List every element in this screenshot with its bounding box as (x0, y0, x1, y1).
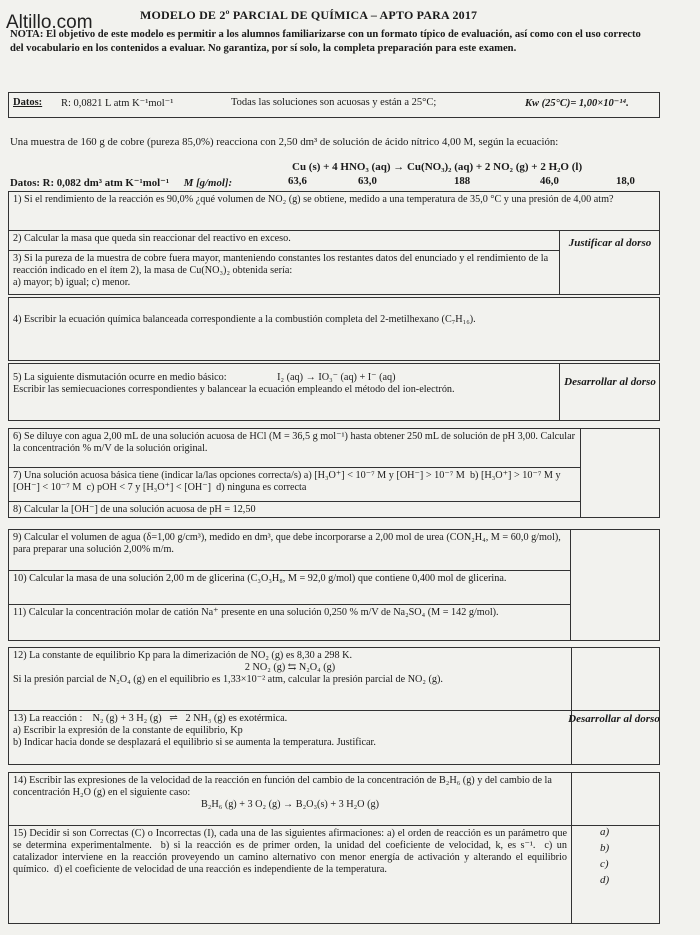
question-9-text: 9) Calcular el volumen de agua (δ=1,00 g/cm³), medido en dm³, que debe incorporarse a 2,00 mol de urea (CON₂H₄, M = 60,0 g/mol), para preparar una solución 2,00% m/m. (13, 532, 564, 555)
question-15-answer-cell (571, 825, 659, 923)
question-2 (9, 230, 559, 250)
question-5-side-cell (559, 364, 659, 420)
molar-mass-cuno3: 188 (454, 175, 471, 187)
justify-back-label: Justificar al dorso (568, 237, 652, 249)
question-3-text: 3) Si la pureza de la muestra de cobre fuera mayor, manteniendo constantes los restantes datos del enunciado y el rendimiento de la reacción indicado en el ítem 2), la masa de Cu(NO₃)₂ obtenida sería: (13, 253, 551, 276)
exam-title: MODELO DE 2º PARCIAL DE QUÍMICA – APTO PARA 2017 (140, 8, 478, 22)
question-13 (9, 710, 571, 766)
questions-12-13-box (8, 647, 660, 765)
general-data-bar (8, 92, 660, 118)
question-10 (9, 570, 571, 604)
question-11 (9, 604, 571, 642)
reaction-equation: Cu (s) + 4 HNO₃ (aq) → Cu(NO₃)₂ (aq) + 2 NO₂ (g) + 2 H₂O (l) (292, 161, 583, 173)
question-1-text: 1) Si el rendimiento de la reacción es 90,0% ¿qué volumen de NO₂ (g) se obtiene, medido a una temperatura de 35,0 °C y una presión de 4,00 atm? (13, 194, 614, 205)
question-12-answer-cell (571, 648, 659, 710)
question-10-text: 10) Calcular la masa de una solución 2,00 m de glicerina (C₃O₃H₈, M = 92,0 g/mol) que contiene 0,400 mol de glicerina. (13, 573, 507, 584)
question-5-box (8, 363, 660, 421)
question-13-text-b: a) Escribir la expresión de la constante de equilibrio, Kp (13, 725, 243, 736)
question-5-equation: I₂ (aq) → IO₃⁻ (aq) + I⁻ (aq) (277, 372, 396, 383)
question-8-text: 8) Calcular la [OH⁻] de una solución acuosa de pH = 12,50 (13, 504, 256, 515)
problem-data (10, 176, 232, 189)
kw-value: Kw (25°C)= 1,00×10⁻¹⁴. (525, 98, 629, 109)
question-9 (9, 530, 571, 570)
question-3-options: a) mayor; b) igual; c) menor. (13, 277, 131, 288)
question-5 (9, 370, 559, 420)
question-4-box (8, 297, 660, 361)
answer-slot-b[interactable]: b) (600, 842, 610, 854)
question-8 (9, 501, 581, 519)
question-7-text: 7) Una solución acuosa básica tiene (indicar la/las opciones correcta/s) a) [H₃O⁺] < 10⁻⁷ M y [OH⁻] > 10⁻⁷ M b) [H₃O⁺] > 10⁻⁷ M y [OH⁻] < 10⁻⁷ M c) pOH < 7 y [H₃O⁺] < [OH⁻] d) ninguna es correcta (13, 470, 564, 493)
question-4-text: 4) Escribir la ecuación química balanceada correspondiente a la combustión completa del 2-metilhexano (C₇H₁₆). (13, 314, 476, 325)
question-6-text: 6) Se diluye con agua 2,00 mL de una solución acuosa de HCl (M = 36,5 g mol⁻¹) hasta obtener 250 mL de solución de pH 3,00. Calcular la concentración % m/V de la solución original. (13, 431, 578, 454)
question-13-text-a: 13) La reacción : N₂ (g) + 3 H₂ (g) ⇌ 2 NH₃ (g) es exotérmica. (13, 713, 288, 724)
question-4 (9, 312, 659, 352)
question-14-answer-cell (571, 773, 659, 825)
answer-slot-c[interactable]: c) (600, 858, 609, 870)
question-14-text: 14) Escribir las expresiones de la velocidad de la reacción en función del cambio de la concentración de B₂H₆ (g) y del cambio de la concentración H₂O (g) en el siguiente caso: (13, 775, 555, 798)
answer-slot-a[interactable]: a) (600, 826, 610, 838)
question-5-text-b: Escribir las semiecuaciones correspondientes y balancear la ecuación empleando el método del ion-electrón. (13, 384, 455, 395)
questions-6-8-box (8, 428, 660, 518)
question-15 (9, 825, 571, 925)
question-13-text-c: b) Indicar hacia donde se desplazará el equilibrio si se aumenta la temperatura. Justificar. (13, 737, 376, 748)
question-12-text-a: 12) La constante de equilibrio Kp para la dimerización de NO₂ (g) es 8,30 a 298 K. (13, 650, 353, 661)
molar-mass-cu: 63,6 (288, 175, 307, 187)
question-11-text: 11) Calcular la concentración molar de catión Na⁺ presente en una solución 0,250 % m/V de Na₂SO₄ (M = 142 g/mol). (13, 607, 499, 618)
molar-mass-no2: 46,0 (540, 175, 559, 187)
gas-constant: R: 0,0821 L atm K⁻¹mol⁻¹ (61, 98, 174, 109)
molar-mass-label: M [g/mol]: (183, 177, 233, 189)
develop-back-label-13: Desarrollar al dorso (568, 713, 660, 725)
problem-data-r: Datos: R: 0,082 dm³ atm K⁻¹mol⁻¹ (10, 177, 170, 189)
answer-slot-d[interactable]: d) (600, 874, 610, 886)
molar-mass-hno3: 63,0 (358, 175, 377, 187)
question-15-text: 15) Decidir si son Correctas (C) o Incorrectas (I), cada una de las siguientes afirmaciones: a) el orden de reacción es un parámetro que se determina experimentalmente. b) si la reacción es de primer orden, la unidad del coeficiente de velocidad, k, es s⁻¹. c) un catalizador interviene en la reacción proveyendo un camino alternativo con menor energía de activación y alterando el equilibrio químico. d) el coeficiente de velocidad de una reacción es independiente de la temperatura. (13, 828, 570, 875)
question-12-equation: 2 NO₂ (g) ⇆ N₂O₄ (g) (244, 662, 336, 673)
solutions-note: Todas las soluciones son acuosas y están a 25°C; (231, 97, 437, 108)
questions-6-8-answer-cell (580, 429, 659, 517)
question-12-text-b: Si la presión parcial de N₂O₄ (g) en el equilibrio es 1,33×10⁻² atm, calcular la presión parcial de NO₂ (g). (13, 674, 443, 685)
develop-back-label: Desarrollar al dorso (564, 376, 656, 388)
questions-9-11-answer-cell (570, 530, 659, 640)
question-6 (9, 429, 581, 467)
datos-label: Datos: (13, 97, 43, 108)
questions-1-3-box (8, 191, 660, 295)
question-14-equation: B₂H₆ (g) + 3 O₂ (g) → B₂O₃(s) + 3 H₂O (g) (201, 799, 379, 810)
molar-mass-h2o: 18,0 (616, 175, 635, 187)
question-3 (9, 250, 559, 296)
question-12 (9, 648, 571, 710)
question-3-side-cell (559, 230, 659, 294)
question-14 (9, 773, 571, 825)
site-logo: Altillo.com (6, 12, 93, 33)
exam-note: NOTA: El objetivo de este modelo es permitir a los alumnos familiarizarse con un formato típico de evaluación, así como con el uso correcto del vocabulario en los contenidos a evaluar. No garantiza, por sí solo, la completa preparación para este examen. (10, 29, 641, 54)
question-5-text-a: 5) La siguiente dismutación ocurre en medio básico: (13, 372, 227, 383)
question-1 (9, 192, 659, 230)
question-13-side-cell (568, 710, 660, 764)
problem-intro: Una muestra de 160 g de cobre (pureza 85,0%) reacciona con 2,50 dm³ de solución de ácido nítrico 4,00 M, según la ecuación: (10, 136, 559, 148)
questions-14-15-box (8, 772, 660, 924)
question-7 (9, 467, 581, 501)
questions-9-11-box (8, 529, 660, 641)
question-2-text: 2) Calcular la masa que queda sin reaccionar del reactivo en exceso. (13, 233, 291, 244)
